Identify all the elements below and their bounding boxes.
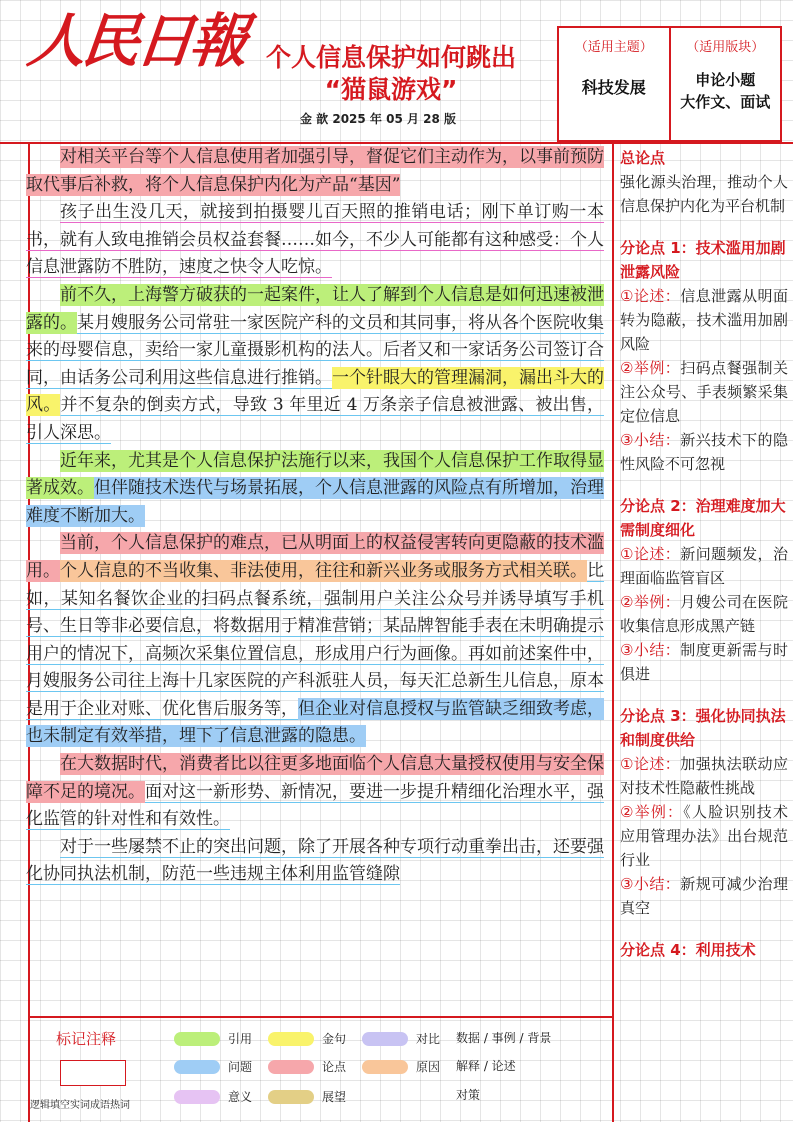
note-text: 强化源头治理，推动个人信息保护内化为平台机制 — [620, 173, 788, 215]
legend-title: 标记注释 — [56, 1030, 117, 1048]
note-item-text: 加强执法联动应对技术性隐蔽性挑战 — [620, 755, 788, 797]
note-item — [620, 638, 788, 686]
swatch-jinju — [268, 1032, 314, 1046]
note-item-text: 月嫂公司在医院收集信息形成黑产链 — [620, 593, 788, 635]
underlined-text: 某月嫂服务公司常驻一家医院产科的文员和其同事，将从各个医院收集来的母婴信息，卖给一家儿童摄影机构的法人。后者又和一家话务公司签订合同，由话务公司利用这些信息进行推销。 — [26, 312, 604, 388]
legend-label: 金句 — [322, 1032, 347, 1046]
note-label: ①论述： — [620, 287, 681, 305]
note-sub-argument-2 — [620, 494, 788, 686]
legend-divider — [28, 1016, 612, 1018]
legend-caption: 逻辑填空实词成语热词 — [30, 1100, 130, 1111]
swatch-yinyong — [174, 1032, 220, 1046]
legend-extra-label: 数据 / 事例 / 背景 — [456, 1031, 552, 1045]
underlined-text: 并不复杂的倒卖方式，导致 3 年里近 4 万条亲子信息被泄露、被出售，引人深思。 — [26, 395, 604, 443]
tag-section-value — [680, 69, 770, 113]
swatch-zhanwang — [268, 1090, 314, 1104]
note-title: 分论点 4：利用技术 — [620, 941, 756, 959]
note-item-text: 新兴技术下的隐性风险不可忽视 — [620, 431, 788, 473]
legend-item-yinyong — [174, 1030, 252, 1047]
note-label: ①论述： — [620, 545, 681, 563]
note-item — [620, 590, 788, 638]
swatch-yuanyin — [362, 1060, 408, 1074]
note-item-text: 信息泄露从明面转为隐蔽，技术滥用加剧风险 — [620, 287, 788, 353]
side-notes — [620, 146, 788, 1118]
note-title: 分论点 1：技术滥用加剧泄露风险 — [620, 239, 786, 281]
legend-item-lundian — [268, 1058, 346, 1075]
note-item-text: 新问题频发，治理面临监管盲区 — [620, 545, 788, 587]
article-title — [232, 42, 550, 106]
note-item — [620, 872, 788, 920]
note-main-argument — [620, 146, 788, 218]
legend-label: 问题 — [228, 1060, 253, 1074]
legend-item-yiyi — [174, 1088, 252, 1105]
tag-theme — [559, 28, 669, 140]
highlight-wenti: 但伴随技术迭代与场景拓展，个人信息泄露的风险点有所增加，治理难度不断加大。 — [26, 478, 604, 526]
paragraph-2 — [26, 199, 604, 282]
note-label: ③小结： — [620, 641, 681, 659]
note-label: ③小结： — [620, 431, 681, 449]
note-item — [620, 356, 788, 428]
legend-item-zhanwang — [268, 1088, 346, 1105]
paragraph-4 — [26, 448, 604, 531]
underlined-text: 孩子出生没几天，就接到拍摄婴儿百天照的推销电话；刚下单订购一本书，就有人致电推销会员权益套餐……如今，不少人可能都有这种感受：个人信息泄露防不胜防，速度之快令人吃惊。 — [26, 202, 604, 278]
legend-item-jinju — [268, 1030, 346, 1047]
underlined-text: 对于一些屡禁不止的突出问题，除了开展各种专项行动重拳出击，还要强化协同执法机制，防范一些违规主体利用监管缝隙 — [26, 836, 604, 885]
legend-extra-label: 解释 / 论述 — [456, 1059, 516, 1073]
highlight-yinyong: 近年来，尤其是个人信息保护法施行以来，我国个人信息保护工作取得显著成效。 — [26, 450, 604, 499]
paragraph-7 — [26, 834, 604, 889]
note-label: ①论述： — [620, 755, 681, 773]
note-item — [620, 284, 788, 356]
note-label: ②举例： — [620, 803, 684, 821]
note-sub-argument-3 — [620, 704, 788, 920]
legend-item-wenti — [174, 1058, 252, 1075]
legend-label: 引用 — [228, 1032, 253, 1046]
swatch-lundian — [268, 1060, 314, 1074]
highlight-yuanyin: 个人信息的不当收集、非法使用，往往和新兴业务或服务方式相关联。 — [60, 560, 587, 581]
note-item — [620, 542, 788, 590]
legend-label: 论点 — [322, 1060, 347, 1074]
highlight-lundian: 当前，个人信息保护的难点，已从明面上的权益侵害转向更隐蔽的技术滥用。 — [26, 533, 604, 581]
legend-extra-label: 对策 — [456, 1088, 481, 1102]
swatch-wenti — [174, 1060, 220, 1074]
swatch-yiyi — [174, 1090, 220, 1104]
column-divider — [612, 142, 614, 1122]
legend-item-yuanyin — [362, 1058, 440, 1075]
note-label: ③小结： — [620, 875, 681, 893]
legend-item-duibi — [362, 1030, 440, 1047]
tag-section-head: （适用版块） — [686, 40, 765, 55]
legend-label: 意义 — [228, 1090, 253, 1104]
note-label: ②举例： — [620, 359, 681, 377]
note-label: ②举例： — [620, 593, 681, 611]
legend-label: 对比 — [416, 1032, 441, 1046]
highlight-yinyong: 前不久，上海警方破获的一起案件，让人了解到个人信息是如何迅速被泄露的。 — [26, 284, 604, 333]
paragraph-1 — [26, 144, 604, 199]
legend-label: 展望 — [322, 1090, 347, 1104]
tag-box — [557, 26, 782, 142]
note-item-text: 新规可减少治理真空 — [620, 875, 788, 917]
highlight-wenti: 但企业对信息授权与监管缺乏细致考虑，也未制定有效举措，埋下了信息泄露的隐患。 — [26, 698, 604, 747]
newspaper-logo: 人民日報 — [24, 7, 248, 75]
note-sub-argument-4 — [620, 938, 788, 962]
tag-section — [669, 28, 781, 140]
paragraph-6 — [26, 751, 604, 834]
paragraph-5 — [26, 530, 604, 751]
highlight-lundian: 对相关平台等个人信息使用者加强引导，督促它们主动作为，以事前预防取代事后补救，将个人信息保护内化为产品“基因” — [26, 147, 604, 195]
note-title: 分论点 2：治理难度加大需制度细化 — [620, 497, 786, 539]
swatch-duibi — [362, 1032, 408, 1046]
underlined-text: 比如，某知名餐饮企业的扫码点餐系统，强制用户关注公众号并诱导填写手机号、生日等非必要信息，将数据用于精准营销；某品牌智能手表在未明确提示用户的情况下，高频次采集位置信息，形成用户行为画像。再如前述案件中，月嫂服务公司往上海十几家医院的产科派驻人员，每天汇总新生儿信息，原本是用于企业对账、优化售后服务等， — [26, 560, 604, 719]
legend-label: 原因 — [416, 1060, 441, 1074]
note-title: 分论点 3：强化协同执法和制度供给 — [620, 707, 786, 749]
tag-section-value-1: 申论小题 — [695, 71, 756, 89]
title-line-2: “猫鼠游戏” — [324, 75, 458, 104]
note-item-text: 制度更新需与时俱进 — [620, 641, 788, 683]
note-title: 总论点 — [620, 149, 666, 167]
tag-theme-head: （适用主题） — [574, 40, 653, 55]
note-item — [620, 800, 788, 872]
article-body — [26, 144, 604, 1014]
note-item-text: 扫码点餐强制关注公众号、手表频繁采集定位信息 — [620, 359, 788, 425]
note-item-text: 《人脸识别技术应用管理办法》出台规范行业 — [620, 803, 788, 869]
highlight-jinju: 一个针眼大的管理漏洞，漏出斗大的风。 — [26, 367, 604, 416]
tag-section-value-2: 大作文、面试 — [680, 93, 771, 111]
highlight-lundian: 在大数据时代，消费者比以往更多地面临个人信息大量授权使用与安全保障不足的境况。 — [26, 754, 604, 802]
legend-sample-box — [60, 1060, 126, 1086]
legend — [28, 1020, 612, 1120]
note-item — [620, 428, 788, 476]
underlined-text: 面对这一新形势、新情况，要进一步提升精细化治理水平，强化监管的针对性和有效性。 — [26, 781, 604, 830]
paragraph-3 — [26, 282, 604, 448]
note-item — [620, 752, 788, 800]
tag-theme-value: 科技发展 — [581, 78, 646, 97]
note-sub-argument-1 — [620, 236, 788, 476]
title-line-1: 个人信息保护如何跳出 — [265, 43, 516, 72]
byline: 金 歆 2025 年 05 月 28 版 — [300, 112, 457, 126]
